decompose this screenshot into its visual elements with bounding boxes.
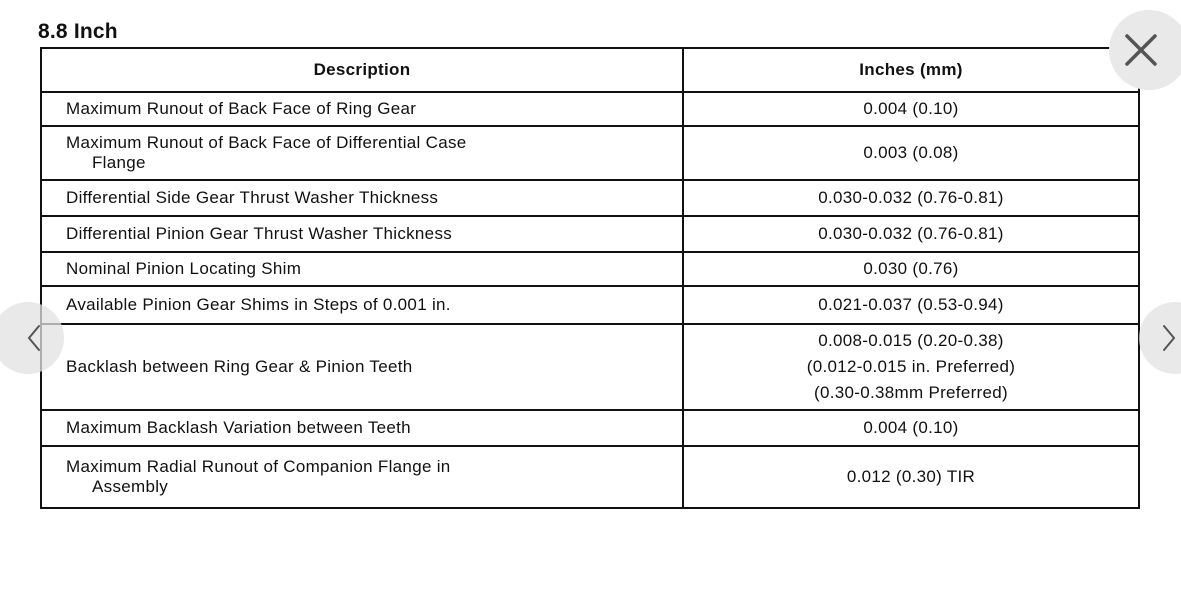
next-button[interactable] <box>1139 302 1181 374</box>
description-continuation: Assembly <box>92 477 169 496</box>
table-row <box>41 410 1139 446</box>
description-text: Maximum Backlash Variation between Teeth <box>66 418 411 437</box>
row-value <box>683 286 1139 324</box>
row-value <box>683 126 1139 180</box>
row-value <box>683 446 1139 508</box>
description-text: Maximum Runout of Back Face of Differential Case <box>66 133 467 152</box>
row-description <box>41 180 683 216</box>
header-description: Description <box>41 48 683 92</box>
row-value <box>683 180 1139 216</box>
value-text: 0.030 (0.76) <box>863 259 959 278</box>
row-description <box>41 324 683 410</box>
spec-table <box>40 47 1140 509</box>
row-value <box>683 92 1139 126</box>
value-note-inches: (0.012-0.015 in. Preferred) <box>806 357 1016 376</box>
close-button[interactable] <box>1109 10 1181 90</box>
row-value <box>683 216 1139 252</box>
description-continuation: Flange <box>92 153 146 172</box>
description-text: Maximum Runout of Back Face of Ring Gear <box>66 99 417 118</box>
description-text: Differential Pinion Gear Thrust Washer Thickness <box>66 224 453 243</box>
value-text: 0.004 (0.10) <box>863 418 959 437</box>
table-row <box>41 324 1139 410</box>
row-description <box>41 216 683 252</box>
table-row <box>41 446 1139 508</box>
row-value <box>683 252 1139 286</box>
header-value: Inches (mm) <box>683 48 1139 92</box>
table-row <box>41 286 1139 324</box>
row-description <box>41 286 683 324</box>
value-text: 0.004 (0.10) <box>863 99 959 118</box>
description-text: Differential Side Gear Thrust Washer Thickness <box>66 188 439 207</box>
document-title: 8.8 Inch <box>38 20 118 43</box>
value-text: 0.012 (0.30) TIR <box>846 467 976 486</box>
row-description <box>41 252 683 286</box>
value-text: 0.030-0.032 (0.76-0.81) <box>818 188 1004 207</box>
row-value <box>683 410 1139 446</box>
description-text: Backlash between Ring Gear & Pinion Teeth <box>66 357 413 376</box>
row-description <box>41 92 683 126</box>
table-row <box>41 180 1139 216</box>
value-text: 0.030-0.032 (0.76-0.81) <box>818 224 1004 243</box>
table-row <box>41 126 1139 180</box>
row-value <box>683 324 1139 410</box>
close-icon <box>1123 32 1159 68</box>
table-row <box>41 92 1139 126</box>
chevron-left-icon <box>26 324 42 352</box>
table-header-row <box>41 48 1139 92</box>
value-text: 0.008-0.015 (0.20-0.38) <box>818 331 1004 350</box>
description-text: Nominal Pinion Locating Shim <box>66 259 302 278</box>
row-description <box>41 126 683 180</box>
chevron-right-icon <box>1161 324 1177 352</box>
value-note-mm: (0.30-0.38mm Preferred) <box>814 383 1008 402</box>
value-text: 0.021-0.037 (0.53-0.94) <box>818 295 1004 314</box>
value-text: 0.003 (0.08) <box>863 143 959 162</box>
table-row <box>41 216 1139 252</box>
table-row <box>41 252 1139 286</box>
row-description <box>41 446 683 508</box>
description-text: Maximum Radial Runout of Companion Flange in <box>66 457 451 476</box>
description-text: Available Pinion Gear Shims in Steps of 0.001 in. <box>66 295 451 314</box>
row-description <box>41 410 683 446</box>
